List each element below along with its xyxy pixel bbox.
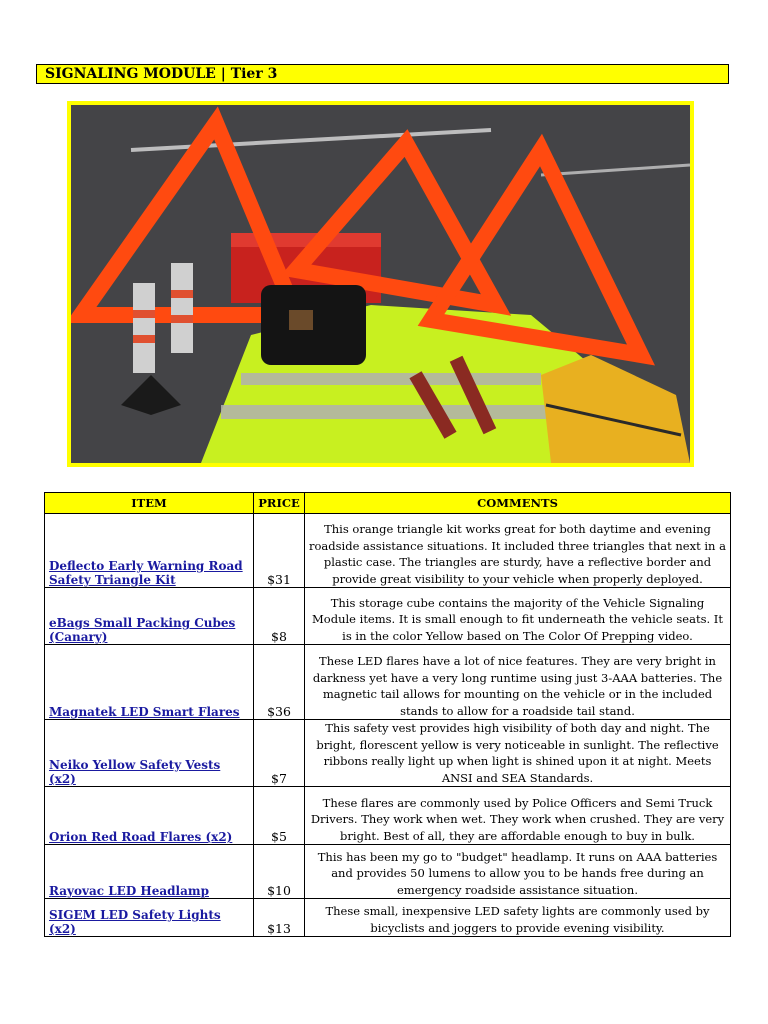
comment-cell: This storage cube contains the majority of the Vehicle Signaling Module items. It is small enough to fit underneath the vehicle seats. It is in the color Yellow based on The Color Of Prepping video.	[305, 588, 731, 645]
column-header-comments: COMMENTS	[305, 493, 731, 514]
table-row	[45, 845, 731, 899]
product-photo-image	[71, 105, 690, 463]
item-link[interactable]: Rayovac LED Headlamp	[49, 884, 209, 898]
items-table	[44, 492, 731, 937]
item-cell	[45, 720, 254, 787]
section-title: SIGNALING MODULE | Tier 3	[45, 66, 278, 82]
table-row	[45, 645, 731, 720]
item-cell	[45, 645, 254, 720]
price-cell: $10	[254, 845, 305, 899]
table-row	[45, 588, 731, 645]
item-link[interactable]: SIGEM LED Safety Lights (x2)	[49, 908, 221, 936]
product-photo	[67, 101, 694, 467]
table-row	[45, 899, 731, 937]
table-row	[45, 514, 731, 588]
price-cell: $5	[254, 787, 305, 845]
price-cell: $7	[254, 720, 305, 787]
comment-cell: These small, inexpensive LED safety lights are commonly used by bicyclists and joggers to provide evening visibility.	[305, 899, 731, 937]
item-link[interactable]: Deflecto Early Warning Road Safety Triangle Kit	[49, 559, 243, 587]
section-header	[36, 64, 729, 84]
comment-cell: These flares are commonly used by Police Officers and Semi Truck Drivers. They work when wet. They work when crushed. They are very bright. Best of all, they are affordable enough to buy in bulk.	[305, 787, 731, 845]
comment-cell: This orange triangle kit works great for both daytime and evening roadside assistance situations. It included three triangles that next in a plastic case. The triangles are sturdy, have a reflective border and provide great visibility to your vehicle when properly deployed.	[305, 514, 731, 588]
column-header-price: PRICE	[254, 493, 305, 514]
item-link[interactable]: Magnatek LED Smart Flares	[49, 705, 240, 719]
price-cell: $8	[254, 588, 305, 645]
comment-cell: This has been my go to "budget" headlamp. It runs on AAA batteries and provides 50 lumens to allow you to be hands free during an emergency roadside assistance situation.	[305, 845, 731, 899]
price-cell: $31	[254, 514, 305, 588]
table-header-row	[45, 493, 731, 514]
table-row	[45, 720, 731, 787]
price-cell: $13	[254, 899, 305, 937]
comment-cell: This safety vest provides high visibility of both day and night. The bright, florescent yellow is very noticeable in sunlight. The reflective ribbons really light up when light is shined upon it at night. Meets ANSI and SEA Standards.	[305, 720, 731, 787]
item-cell	[45, 899, 254, 937]
item-cell	[45, 588, 254, 645]
item-cell	[45, 514, 254, 588]
item-cell	[45, 787, 254, 845]
item-link[interactable]: Orion Red Road Flares (x2)	[49, 830, 233, 844]
comment-cell: These LED flares have a lot of nice features. They are very bright in darkness yet have a very long runtime using just 3-AAA batteries. The magnetic tail allows for mounting on the vehicle or in the included stands to allow for a roadside tail stand.	[305, 645, 731, 720]
item-link[interactable]: Neiko Yellow Safety Vests (x2)	[49, 758, 221, 786]
item-cell	[45, 845, 254, 899]
table-row	[45, 787, 731, 845]
price-cell: $36	[254, 645, 305, 720]
item-link[interactable]: eBags Small Packing Cubes (Canary)	[49, 616, 236, 644]
column-header-item: ITEM	[45, 493, 254, 514]
